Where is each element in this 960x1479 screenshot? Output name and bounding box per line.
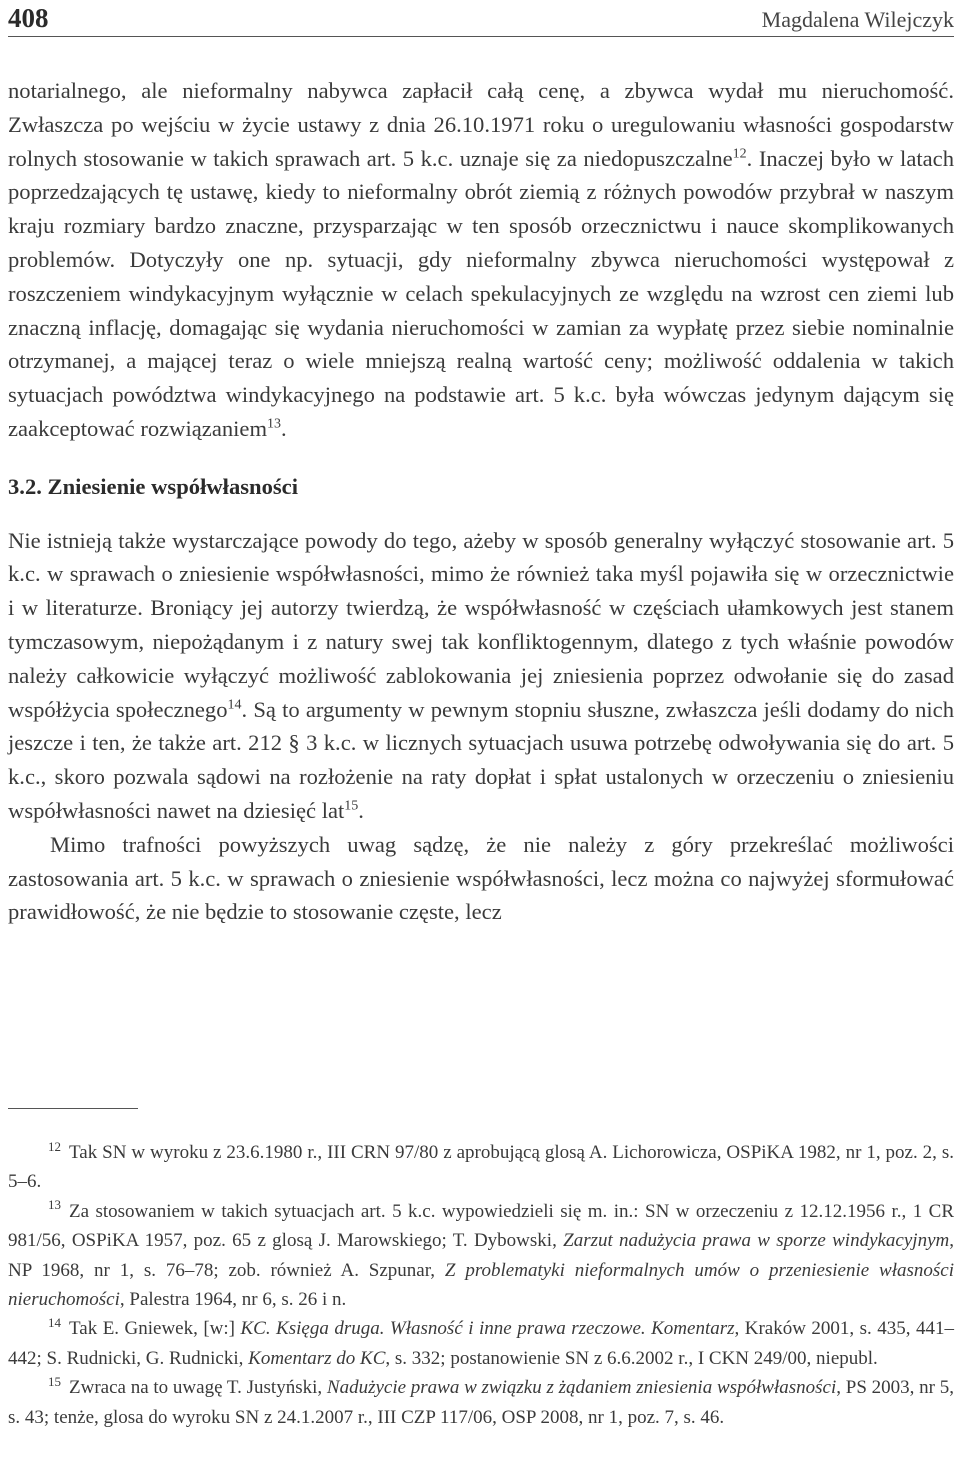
paragraph-2 [8, 524, 954, 828]
body-text [8, 74, 954, 929]
footnote-15-text-2: , PS 2003, nr 5, s. 43; tenże, glosa do wyroku SN z 24.1.2007 r., III CZP 117/06, OSP 2008, nr 1, poz. 7, s. 46. [8, 1377, 954, 1428]
footnote-number-13: 13 [48, 1197, 61, 1213]
running-head-author: Magdalena Wilejczyk [761, 7, 954, 32]
paragraph-1-text-b: . Inaczej było w latach poprzedzających tę ustawę, kiedy to nieformalny obrót ziemią z różnych powodów przybrał w naszym kraju rozmiary bardzo znaczne, przysparzając w ten sposób orzecznictwu i nauce skomplikowanych problemów. Dotyczyły one np. sytuacji, gdy nieformalny zbywca nieruchomości występował z roszczeniem windykacyjnym wyłącznie w celach spekulacyjnych ze względu na wzrost cen ziemi lub znaczną inflację, domagając się wydania nieruchomości w zamian za wypłatę przez siebie nominalnie otrzymanej, a mającej teraz o wiele mniejszą realną wartość ceny; możliwość oddalenia w takich sytuacjach powództwa windykacyjnego na podstawie art. 5 k.c. była wówczas jedynym dającym się zaakceptować rozwiązaniem [8, 145, 954, 441]
footnote-13-title-2: Z problematyki nieformalnych umów o przeniesienie własności nieruchomości [8, 1259, 954, 1311]
footnote-12 [8, 1138, 954, 1197]
footnote-number-14: 14 [48, 1315, 61, 1331]
section-heading: 3.2. Zniesienie współwłasności [8, 473, 298, 499]
footnote-number-12: 12 [48, 1138, 61, 1154]
page-number: 408 [8, 3, 49, 33]
footnote-rule [8, 1108, 138, 1109]
paragraph-1 [8, 74, 954, 446]
footnote-14-text-3: , s. 332; postanowienie SN z 6.6.2002 r., I CKN 249/00, niepubl. [385, 1347, 878, 1369]
footnotes [8, 1138, 954, 1432]
footnote-15-title-1: Nadużycie prawa w związku z żądaniem zniesienia współwłasności [326, 1377, 837, 1399]
paragraph-1-text-a: notarialnego, ale nieformalny nabywca zapłacił całą cenę, a zbywca wydał mu nieruchomość. Zwłaszcza po wejściu w życie ustawy z dnia 26.10.1971 roku o uregulowaniu własności gospodarstw rolnych stosowanie w takich sprawach art. 5 k.c. uznaje się za niedopuszczalne [8, 78, 954, 171]
footnote-13 [8, 1197, 954, 1315]
footnote-12-text: Tak SN w wyroku z 23.6.1980 r., III CRN 97/80 z aprobującą glosą A. Lichorowicza, OSPiKA 1982, nr 1, poz. 2, s. 5–6. [8, 1142, 954, 1193]
footnote-13-text-3: , Palestra 1964, nr 6, s. 26 i n. [119, 1289, 347, 1311]
footnote-ref-13[interactable]: 13 [267, 416, 282, 432]
paragraph-3: Mimo trafności powyższych uwag sądzę, że nie należy z góry przekreślać możliwości zastosowania art. 5 k.c. w sprawach o zniesienie współwłasności, lecz można co najwyżej sformułować prawidłowość, że nie będzie to stosowanie częste, lecz [8, 831, 954, 925]
footnote-14-title-1: KC. Księga druga. Własność i inne prawa rzeczowe. Komentarz [240, 1318, 735, 1340]
footnote-14-title-2: Komentarz do KC [248, 1347, 386, 1369]
page [8, 0, 954, 1479]
paragraph-2-text-b: . Są to argumenty w pewnym stopniu słuszne, zwłaszcza jeśli dodamy do nich jeszcze i ten, że także art. 212 § 3 k.c. w licznych sytuacjach usuwa potrzebę odwoływania się do art. 5 k.c., skoro pozwala sądowi na rozłożenie na raty dopłat i spłat ustalonych w orzeczeniu o zniesieniu współwłasności nawet na dziesięć lat [8, 696, 954, 823]
footnote-ref-15[interactable]: 15 [344, 798, 359, 814]
footnote-14 [8, 1314, 954, 1373]
footnote-13-title-1: Zarzut nadużycia prawa w sporze windykacyjnym [563, 1230, 950, 1252]
footnote-13-text-2: , NP 1968, nr 1, s. 76–78; zob. również A. Szpunar, [8, 1230, 954, 1281]
paragraph-2-text-c: . [358, 797, 364, 823]
footnote-14-text-1: Tak E. Gniewek, [w:] [69, 1318, 241, 1340]
page-header [8, 0, 954, 36]
footnote-15-text-1: Zwraca na to uwagę T. Justyński, [69, 1377, 327, 1399]
footnote-number-15: 15 [48, 1373, 61, 1389]
footnote-15 [8, 1373, 954, 1432]
footnote-ref-12[interactable]: 12 [732, 146, 747, 162]
footnote-ref-14[interactable]: 14 [227, 697, 242, 713]
footnote-14-text-2: , Kraków 2001, s. 435, 441–442; S. Rudnicki, G. Rudnicki, [8, 1318, 955, 1369]
footnote-13-text-1: Za stosowaniem w takich sytuacjach art. 5 k.c. wypowiedzieli się m. in.: SN w orzeczeniu z 12.12.1956 r., 1 CR 981/56, OSPiKA 1957, poz. 65 z glosą J. Marowskiego; T. Dybowski, [8, 1200, 954, 1252]
paragraph-2-text-a: Nie istnieją także wystarczające powody do tego, ażeby w sposób generalny wyłączyć stosowanie art. 5 k.c. w sprawach o zniesienie współwłasności, mimo że również taka myśl pojawiła się w orzecznictwie i w literaturze. Broniący jej autorzy twierdzą, że współwłasność w częściach ułamkowych jest stanem tymczasowym, niepożądanym i z natury swej tak konfliktogennym, dlatego z tych właśnie powodów należy całkowicie wyłączyć możliwość zablokowania jej zniesienia poprzez odwołanie się do zasad współżycia społecznego [8, 527, 954, 722]
paragraph-1-text-c: . [281, 415, 287, 441]
header-rule [8, 36, 954, 37]
